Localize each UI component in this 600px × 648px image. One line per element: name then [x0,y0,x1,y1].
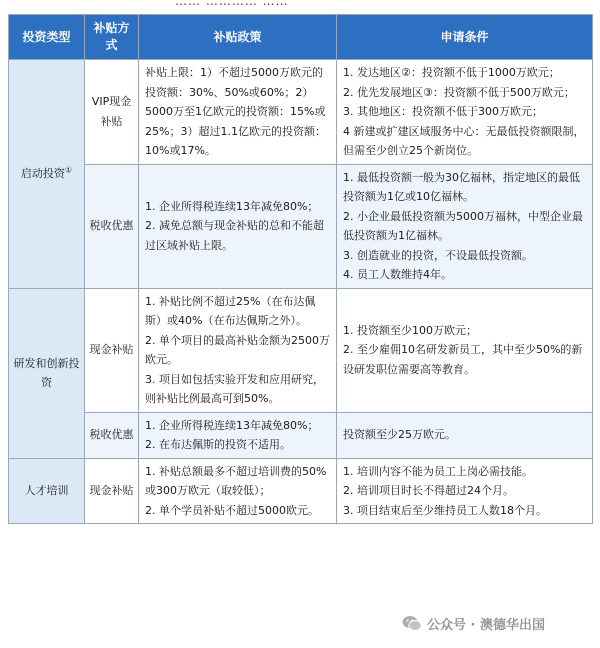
policy-cell: 1. 企业所得税连续13年减免80%； 2. 减免总额与现金补贴的总和不能超过区域补贴上限。 [139,164,337,288]
investment-type-training: 人才培训 [9,458,85,524]
table-row [9,164,593,288]
investment-type-rnd: 研发和创新投资 [9,288,85,458]
policy-cell: 补贴上限：1）不超过5000万欧元的投资额：30%、50%或60%；2）5000万至1亿欧元的投资额：15%或25%；3）超过1.1亿欧元的投资额：10%或17%。 [139,60,337,165]
subsidy-policy-table [8,14,593,524]
conditions-cell: 投资额至少25万欧元。 [337,412,593,458]
table-row [9,458,593,524]
table-header-row [9,15,593,60]
cropped-caption [0,0,600,12]
subsidy-method: 现金补贴 [85,288,139,412]
subsidy-method: 现金补贴 [85,458,139,524]
table-row [9,288,593,412]
wechat-icon [402,615,422,632]
conditions-cell: 1. 培训内容不能为员工上岗必需技能。 2. 培训项目时长不得超过24个月。 3. 项目结束后至少维持员工人数18个月。 [337,458,593,524]
subsidy-method: 税收优惠 [85,412,139,458]
header-subsidy-policy: 补贴政策 [139,15,337,60]
table-row [9,412,593,458]
header-subsidy-method: 补贴方式 [85,15,139,60]
investment-type-startup: 启动投资① [9,60,85,289]
policy-cell: 1. 补贴总额最多不超过培训费的50%或300万欧元（取较低）； 2. 单个学员补贴不超过5000欧元。 [139,458,337,524]
header-investment-type: 投资类型 [9,15,85,60]
caption-text: …… ………… …… [175,0,289,8]
conditions-cell: 1. 发达地区②：投资额不低于1000万欧元； 2. 优先发展地区③：投资额不低于500万欧元； 3. 其他地区：投资额不低于300万欧元； 4 新建或扩建区域服务中心：无最低投资额限制，但需至少创立25个新岗位。 [337,60,593,165]
policy-cell: 1. 补贴比例不超过25%（在布达佩斯）或40%（在布达佩斯之外）。 2. 单个项目的最高补贴金额为2500万欧元。 3. 项目如包括实验开发和应用研究，则补贴比例最高可到50%。 [139,288,337,412]
conditions-cell: 1. 最低投资额一般为30亿福林，指定地区的最低投资额为1亿或10亿福林。 2. 小企业最低投资额为5000万福林，中型企业最低投资额为1亿福林。 3. 创造就业的投资，不设最低投资额。 4. 员工人数维持4年。 [337,164,593,288]
subsidy-method: VIP现金补贴 [85,60,139,165]
watermark-text: 公众号 · 澳德华出国 [427,617,545,633]
conditions-cell: 1. 投资额至少100万欧元； 2. 至少雇佣10名研发新员工，其中至少50%的新设研发职位需要高等教育。 [337,288,593,412]
header-conditions: 申请条件 [337,15,593,60]
subsidy-method: 税收优惠 [85,164,139,288]
table-row [9,60,593,165]
policy-cell: 1. 企业所得税连续13年减免80%； 2. 在布达佩斯的投资不适用。 [139,412,337,458]
watermark [402,612,545,634]
